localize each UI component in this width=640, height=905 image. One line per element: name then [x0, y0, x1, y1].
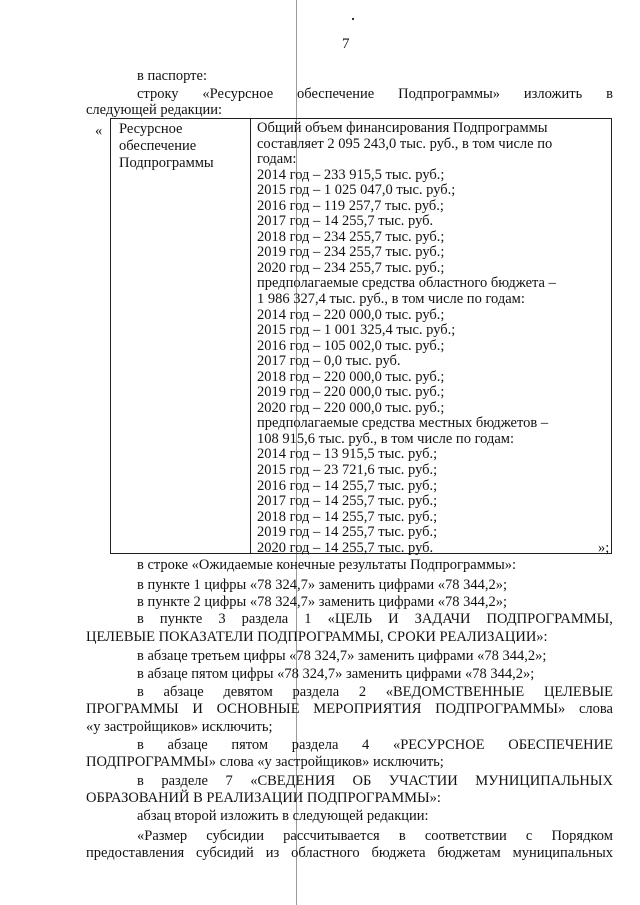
intro-line-2 — [137, 86, 613, 103]
word: ОБ — [352, 773, 372, 789]
resource-table — [110, 118, 612, 554]
intro-line-3: следующей редакции: — [86, 102, 223, 118]
word: МЕРОПРИЯТИЯ — [313, 701, 422, 717]
word: раздела — [292, 684, 340, 700]
word: ПРОГРАММЫ — [86, 701, 179, 717]
intro-line-1: в паспорте: — [137, 68, 207, 84]
word: раздела — [291, 737, 339, 753]
word: в — [137, 684, 144, 700]
right-cell-line: годам: — [257, 151, 297, 168]
para-7-line-1 — [137, 684, 613, 701]
right-cell-line: 2020 год – 234 255,7 тыс. руб.; — [257, 259, 445, 276]
word: ЦЕЛЕВЫЕ — [543, 684, 613, 700]
left-cell-line: обеспечение — [119, 138, 197, 154]
word: слова — [578, 701, 613, 717]
para-10: абзац второй изложить в следующей редакции: — [137, 808, 429, 824]
right-cell-line: 2014 год – 13 915,5 тыс. руб.; — [257, 446, 438, 463]
para-1: в строке «Ожидаемые конечные результаты Подпрограммы»: — [137, 557, 517, 573]
word: 2 — [358, 684, 367, 700]
word: ЗАДАЧИ — [414, 611, 471, 627]
word: 7 — [225, 773, 233, 789]
word: И — [192, 701, 203, 717]
word: «Размер — [137, 828, 188, 844]
right-cell-line: 2014 год – 220 000,0 тыс. руб.; — [257, 306, 445, 323]
word: абзаце — [167, 737, 208, 753]
word: «ВЕДОМСТВЕННЫЕ — [385, 684, 525, 700]
para-3: в пункте 2 цифры «78 324,7» заменить цифрами «78 344,2»; — [137, 594, 508, 610]
word: в — [137, 611, 144, 627]
table-close-quote: »; — [598, 540, 610, 556]
word: строку — [137, 86, 179, 102]
right-cell-line: 1 986 327,4 тыс. руб., в том числе по годам: — [257, 291, 525, 308]
right-cell-line: 2016 год – 14 255,7 тыс. руб.; — [257, 477, 438, 494]
word: разделе — [161, 773, 208, 789]
right-cell-line: 2017 год – 14 255,7 тыс. руб.; — [257, 493, 438, 510]
word: Подпрограммы» — [398, 86, 501, 102]
word: пункте — [159, 611, 203, 627]
para-7-line-3: «у застройщиков» исключить; — [86, 719, 273, 735]
word: И — [388, 611, 399, 627]
para-9-line-1 — [137, 773, 613, 790]
para-8-line-2: ПОДПРОГРАММЫ» слова «у застройщиков» исключить; — [86, 754, 444, 770]
table-left-cell — [119, 121, 214, 172]
right-cell-line: 2019 год – 14 255,7 тыс. руб.; — [257, 524, 438, 541]
word: раздела — [241, 611, 289, 627]
word: ПОДПРОГРАММЫ, — [486, 611, 613, 627]
word: ОБЕСПЕЧЕНИЕ — [508, 737, 613, 753]
table-open-quote: « — [95, 123, 103, 139]
word: «СВЕДЕНИЯ — [250, 773, 336, 789]
para-11-line-2 — [86, 845, 613, 862]
word: соответствии — [424, 828, 507, 844]
word: субсидий — [196, 845, 254, 861]
right-cell-line: 2016 год – 119 257,7 тыс. руб.; — [257, 197, 444, 214]
para-4-line-2: ЦЕЛЕВЫЕ ПОКАЗАТЕЛИ ПОДПРОГРАММЫ, СРОКИ РЕАЛИЗАЦИИ»: — [86, 629, 548, 645]
para-4-line-1 — [137, 611, 613, 628]
word: изложить — [523, 86, 583, 102]
table-column-divider — [250, 119, 251, 553]
right-cell-line: составляет 2 095 243,0 тыс. руб., в том числе по — [257, 135, 553, 152]
word: девятом — [223, 684, 273, 700]
right-cell-line: 2015 год – 1 025 047,0 тыс. руб.; — [257, 182, 456, 199]
para-9-line-2: ОБРАЗОВАНИЙ В РЕАЛИЗАЦИИ ПОДПРОГРАММЫ»: — [86, 790, 441, 806]
para-5: в абзаце третьем цифры «78 324,7» заменить цифрами «78 344,2»; — [137, 648, 547, 664]
right-cell-line: 2017 год – 14 255,7 тыс. руб. — [257, 213, 434, 230]
right-cell-line: 2018 год – 220 000,0 тыс. руб.; — [257, 368, 445, 385]
word: ПОДПРОГРАММЫ» — [435, 701, 566, 717]
left-cell-line: Подпрограммы — [119, 155, 214, 171]
right-cell-line: предполагаемые средства областного бюджета – — [257, 275, 556, 292]
word: областного — [291, 845, 360, 861]
word: «ЦЕЛЬ — [327, 611, 373, 627]
right-cell-line: 108 915,6 тыс. руб., в том числе по годам: — [257, 430, 515, 447]
right-cell-line: 2019 год – 220 000,0 тыс. руб.; — [257, 384, 445, 401]
right-cell-line: 2019 год – 234 255,7 тыс. руб.; — [257, 244, 445, 261]
word: 3 — [218, 611, 226, 627]
word: ОСНОВНЫЕ — [216, 701, 300, 717]
word: в — [137, 773, 144, 789]
word: в — [137, 737, 144, 753]
word: «РЕСУРСНОЕ — [392, 737, 485, 753]
word: рассчитывается — [283, 828, 380, 844]
word: «Ресурсное — [202, 86, 274, 102]
scan-speck — [352, 18, 354, 20]
word: обеспечение — [297, 86, 375, 102]
word: МУНИЦИПАЛЬНЫХ — [475, 773, 613, 789]
right-cell-line: 2020 год – 14 255,7 тыс. руб. — [257, 539, 434, 556]
word: 4 — [362, 737, 370, 753]
right-cell-line: 2020 год – 220 000,0 тыс. руб.; — [257, 399, 445, 416]
para-11-line-1 — [137, 828, 613, 845]
word: муниципальных — [512, 845, 613, 861]
table-right-cell — [257, 120, 610, 556]
right-cell-line: 2014 год – 233 915,5 тыс. руб.; — [257, 166, 445, 183]
word: субсидии — [206, 828, 265, 844]
para-2: в пункте 1 цифры «78 324,7» заменить цифрами «78 344,2»; — [137, 577, 508, 593]
word: 1 — [304, 611, 312, 627]
para-6: в абзаце пятом цифры «78 324,7» заменить цифрами «78 344,2»; — [137, 666, 535, 682]
word: бюджета — [371, 845, 426, 861]
right-cell-line: предполагаемые средства местных бюджетов – — [257, 415, 549, 432]
right-cell-line: Общий объем финансирования Подпрограммы — [257, 120, 548, 136]
word: УЧАСТИИ — [388, 773, 458, 789]
para-8-line-1 — [137, 737, 613, 754]
page-number: 7 — [342, 36, 350, 52]
word: в — [606, 86, 613, 102]
word: бюджетам — [437, 845, 501, 861]
word: абзаце — [163, 684, 204, 700]
right-cell-line: 2018 год – 234 255,7 тыс. руб.; — [257, 228, 445, 245]
right-cell-line: 2017 год – 0,0 тыс. руб. — [257, 353, 401, 370]
word: в — [398, 828, 406, 844]
left-cell-line: Ресурсное — [119, 121, 183, 137]
word: с — [525, 828, 533, 844]
word: пятом — [231, 737, 269, 753]
para-7-line-2 — [86, 701, 613, 718]
word: предоставления — [86, 845, 185, 861]
word: Порядком — [551, 828, 613, 844]
right-cell-line: 2018 год – 14 255,7 тыс. руб.; — [257, 508, 438, 525]
right-cell-line: 2015 год – 23 721,6 тыс. руб.; — [257, 462, 438, 479]
right-cell-line: 2015 год – 1 001 325,4 тыс. руб.; — [257, 322, 456, 339]
right-cell-line: 2016 год – 105 002,0 тыс. руб.; — [257, 337, 445, 354]
word: из — [265, 845, 280, 861]
